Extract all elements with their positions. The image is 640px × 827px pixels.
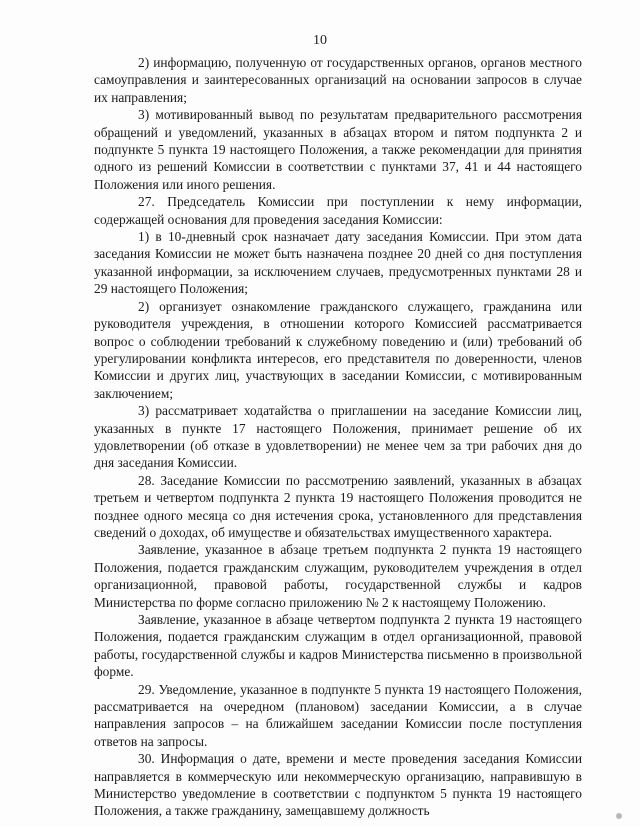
paragraph-item-27-subpoint-3: 3) рассматривает ходатайства о приглашении на заседание Комиссии лиц, указанных в пункте 17 настоящего Положения, принимает решение об их удовлетворении (об отказе в удовлетворении) не менее чем за три рабочих дня до дня заседания Комиссии.	[94, 403, 582, 471]
paragraph-application-fourth: Заявление, указанное в абзаце четвертом подпункта 2 пункта 19 настоящего Положения, подается гражданским служащим в отдел организационной, правовой работы, государственной службы и кадров Министерства письменно в произвольной форме.	[94, 612, 582, 680]
page-number: 10	[313, 33, 327, 48]
paragraph-application-third: Заявление, указанное в абзаце третьем подпункта 2 пункта 19 настоящего Положения, подается гражданским служащим, руководителем учреждения в отдел организационной, правовой работы, государственной службы и кадров Министерства по форме согласно приложению № 2 к настоящему Положению.	[94, 542, 582, 610]
document-body	[94, 54, 582, 820]
paragraph-item-27: 27. Председатель Комиссии при поступлении к нему информации, содержащей основания для проведения заседания Комиссии:	[94, 194, 582, 227]
paragraph-item-29: 29. Уведомление, указанное в подпункте 5 пункта 19 настоящего Положения, рассматривается на очередном (плановом) заседании Комиссии, а в случае направления запросов – на ближайшем заседании Комиссии после поступления ответов на запросы.	[94, 681, 582, 749]
paragraph-item-27-subpoint-1: 1) в 10-дневный срок назначает дату заседания Комиссии. При этом дата заседания Комиссии не может быть назначена позднее 20 дней со дня поступления указанной информации, за исключением случаев, предусмотренных пунктами 28 и 29 настоящего Положения;	[94, 229, 582, 297]
paragraph-item-27-subpoint-2: 2) организует ознакомление гражданского служащего, гражданина или руководителя учреждения, в отношении которого Комиссией рассматривается вопрос о соблюдении требований к служебному поведению и (или) требований об урегулировании конфликта интересов, его представителя по доверенности, членов Комиссии и других лиц, участвующих в заседании Комиссии, с мотивированным заключением;	[94, 298, 582, 401]
paragraph-item-28: 28. Заседание Комиссии по рассмотрению заявлений, указанных в абзацах третьем и четвертом подпункта 2 пункта 19 настоящего Положения проводится не позднее одного месяца со дня истечения срока, установленного для представления сведений о доходах, об имуществе и обязательствах имущественного характера.	[94, 472, 582, 540]
paragraph-subpoint-3-conclusion: 3) мотивированный вывод по результатам предварительного рассмотрения обращений и уведомлений, указанных в абзацах втором и пятом подпункта 2 и подпункте 5 пункта 19 настоящего Положения, а также рекомендации для принятия одного из решений Комиссии в соответствии с пунктами 37, 41 и 44 настоящего Положения или иного решения.	[94, 107, 582, 192]
paragraph-item-30: 30. Информация о дате, времени и месте проведения заседания Комиссии направляется в коммерческую или некоммерческую организацию, направившую в Министерство уведомление в соответствии с подпунктом 5 пункта 19 настоящего Положения, а также гражданину, замещавшему должность	[94, 751, 582, 819]
scan-dot	[616, 813, 622, 819]
paragraph-subpoint-2-information: 2) информацию, полученную от государственных органов, органов местного самоуправления и заинтересованных организаций на основании запросов в случае их направления;	[94, 55, 582, 105]
